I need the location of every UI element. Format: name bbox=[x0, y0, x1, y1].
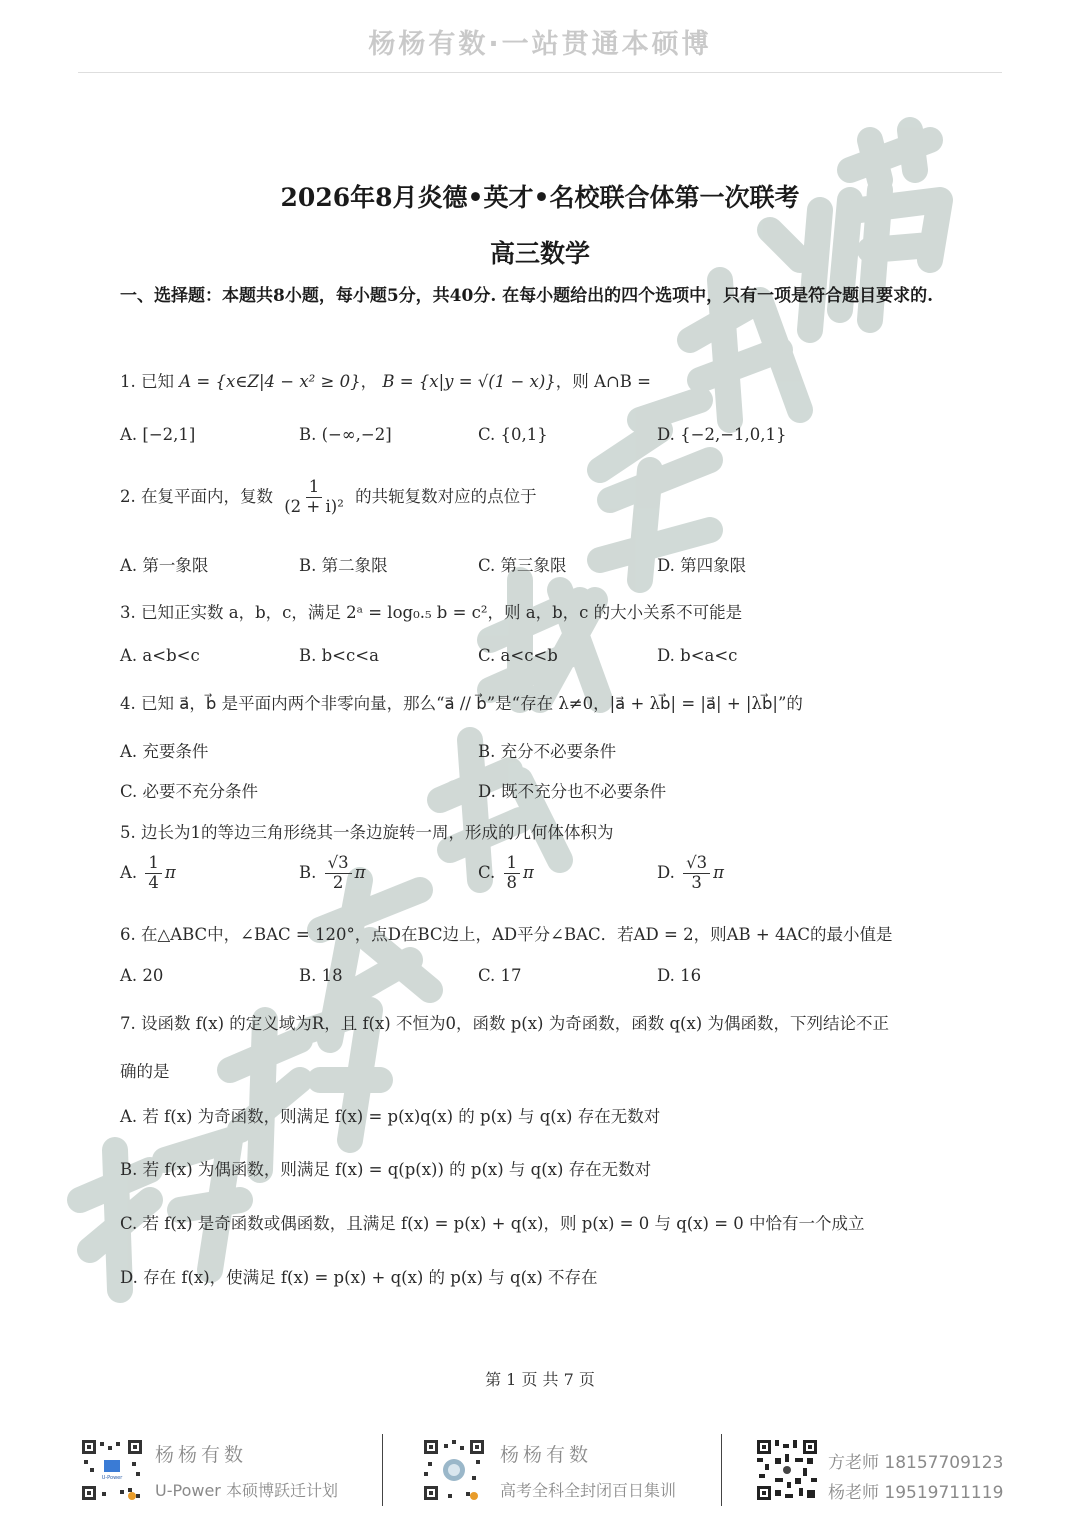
q3-option-d: D. b<a<c bbox=[657, 646, 738, 665]
q4-option-d: D. 既不充分也不必要条件 bbox=[478, 782, 667, 801]
footer-left-slogan: U-Power 本硕博跃迁计划 bbox=[155, 1481, 338, 1500]
q6-option-c: C. 17 bbox=[478, 966, 522, 985]
q7-option-d: D. 存在 f(x)，使满足 f(x) = p(x) + q(x) 的 p(x) 与 q(x) 不存在 bbox=[120, 1268, 598, 1287]
question-7: 7. 设函数 f(x) 的定义域为R，且 f(x) 不恒为0，函数 p(x) 为奇函数，函数 q(x) 为偶函数，下列结论不正 bbox=[120, 1014, 889, 1033]
footer-middle-slogan: 高考全科全封闭百日集训 bbox=[500, 1481, 677, 1500]
qr-code-icon bbox=[80, 1438, 144, 1502]
qr-code-icon bbox=[422, 1438, 486, 1502]
question-6: 6. 在△ABC中，∠BAC = 120°，点D在BC边上，AD平分∠BAC．若AD = 2，则AB + 4AC的最小值是 bbox=[120, 925, 893, 944]
svg-text:U-Power: U-Power bbox=[101, 1475, 123, 1481]
q1-option-a: A. [−2,1] bbox=[120, 425, 196, 444]
question-number: 7. bbox=[120, 1014, 136, 1033]
q3-option-b: B. b<c<a bbox=[299, 646, 379, 665]
exam-subject: 高三数学 bbox=[489, 239, 590, 268]
q1-option-d: D. {−2,−1,0,1} bbox=[657, 425, 787, 444]
page-number: 第 1 页 共 7 页 bbox=[485, 1370, 595, 1389]
footer-contact-2: 杨老师 19519711119 bbox=[828, 1483, 1004, 1503]
footer-divider bbox=[721, 1434, 722, 1506]
q5-option-b: B. $\frac{√3}{2}$ π bbox=[299, 853, 366, 892]
question-number: 5. bbox=[120, 823, 136, 842]
q3-option-a: A. a<b<c bbox=[120, 646, 200, 665]
q4-option-c: C. 必要不充分条件 bbox=[120, 782, 259, 801]
qr-code-icon bbox=[755, 1438, 819, 1502]
q6-option-a: A. 20 bbox=[120, 966, 164, 985]
question-number: 1. bbox=[120, 372, 136, 391]
section-header: 一、选择题：本题共8小题，每小题5分，共40分. 在每小题给出的四个选项中，只有一项是符合题目要求的. bbox=[120, 286, 934, 306]
question-1: 1. 已知 A = {x∈Z|4 − x² ≥ 0}， B = {x|y = √(1 − x)}，则 A∩B = bbox=[120, 372, 651, 391]
q2-option-c: C. 第三象限 bbox=[478, 556, 567, 575]
q4-option-a: A. 充要条件 bbox=[120, 742, 209, 761]
footer-middle-brand: 杨杨有数 bbox=[500, 1444, 593, 1466]
question-number: 3. bbox=[120, 603, 136, 622]
set-b: B = {x|y = √(1 − x)} bbox=[382, 372, 556, 391]
question-2: 2. 在复平面内，复数 $\frac{1}{\text{(2 + i)²}}$ 的共轭复数对应的点位于 bbox=[120, 477, 537, 516]
q7-option-b: B. 若 f(x) 为偶函数，则满足 f(x) = q(p(x)) 的 p(x) 与 q(x) 存在无数对 bbox=[120, 1160, 652, 1179]
q2-option-b: B. 第二象限 bbox=[299, 556, 388, 575]
question-number: 4. bbox=[120, 694, 136, 713]
footer-divider bbox=[382, 1434, 383, 1506]
q7-option-a: A. 若 f(x) 为奇函数，则满足 f(x) = p(x)q(x) 的 p(x) 与 q(x) 存在无数对 bbox=[120, 1107, 661, 1126]
q2-option-a: A. 第一象限 bbox=[120, 556, 209, 575]
question-4: 4. 已知 a⃗，b⃗ 是平面内两个非零向量，那么“a⃗ // b⃗”是“存在 λ≠0，|a⃗ + λb⃗| = |a⃗| + |λb⃗|”的 bbox=[120, 694, 803, 713]
exam-title: 2026年8月炎德•英才•名校联合体第一次联考 bbox=[280, 183, 800, 212]
q7-option-c: C. 若 f(x) 是奇函数或偶函数，且满足 f(x) = p(x) + q(x)，则 p(x) = 0 与 q(x) = 0 中恰有一个成立 bbox=[120, 1214, 865, 1233]
set-a: A = {x∈Z|4 − x² ≥ 0} bbox=[179, 372, 361, 391]
q4-option-b: B. 充分不必要条件 bbox=[478, 742, 617, 761]
q5-option-c: C. $\frac{1}{8}$ π bbox=[478, 853, 534, 892]
q1-option-b: B. (−∞,−2] bbox=[299, 425, 392, 444]
q1-option-c: C. {0,1} bbox=[478, 425, 548, 444]
footer-contact-1: 方老师 18157709123 bbox=[828, 1453, 1004, 1473]
question-7-continued: 确的是 bbox=[120, 1062, 170, 1081]
question-3: 3. 已知正实数 a，b，c，满足 2ᵃ = log₀.₅ b = c²，则 a，b，c 的大小关系不可能是 bbox=[120, 603, 743, 622]
question-5: 5. 边长为1的等边三角形绕其一条边旋转一周，形成的几何体体积为 bbox=[120, 823, 614, 842]
header-divider bbox=[78, 72, 1002, 73]
complex-fraction: $\frac{1}{\text{(2 + i)²}}$ bbox=[284, 477, 344, 516]
promo-footer bbox=[0, 1428, 1080, 1518]
header-brand: 杨杨有数·一站贯通本硕博 bbox=[368, 29, 712, 60]
q5-option-d: D. $\frac{√3}{3}$ π bbox=[657, 853, 725, 892]
q6-option-b: B. 18 bbox=[299, 966, 343, 985]
q3-option-c: C. a<c<b bbox=[478, 646, 558, 665]
footer-left-brand: 杨杨有数 bbox=[155, 1444, 248, 1466]
q2-option-d: D. 第四象限 bbox=[657, 556, 747, 575]
question-number: 6. bbox=[120, 925, 136, 944]
question-number: 2. bbox=[120, 486, 136, 506]
q6-option-d: D. 16 bbox=[657, 966, 702, 985]
q5-option-a: A. $\frac{1}{4}$ π bbox=[120, 853, 176, 892]
